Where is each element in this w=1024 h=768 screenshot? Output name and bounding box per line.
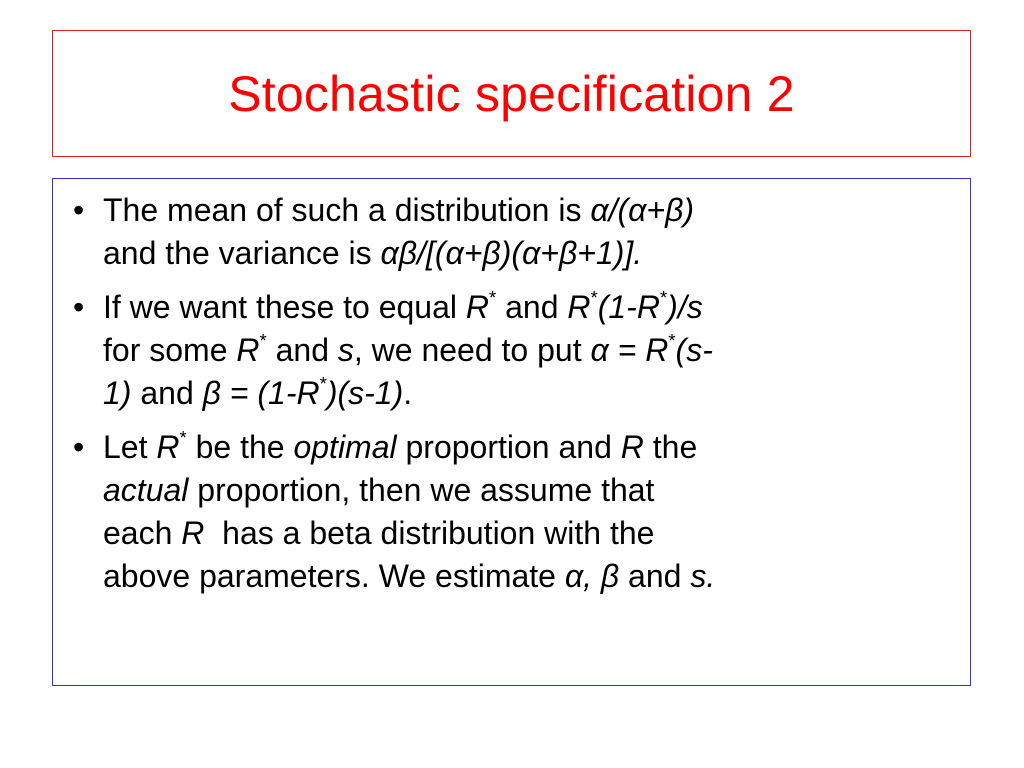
- emph-optimal: optimal: [293, 429, 397, 465]
- star: *: [319, 372, 327, 394]
- content-box: [52, 178, 971, 686]
- math-mean: α/(α+β): [590, 192, 695, 228]
- math-text: (s-: [675, 332, 713, 368]
- bullet-icon: •: [73, 429, 85, 465]
- math-variance: αβ/[(α+β)(α+β+1)].: [380, 235, 643, 271]
- math-text: (1-R: [597, 289, 660, 325]
- text: and the variance is: [103, 235, 381, 271]
- math-s: s: [337, 332, 354, 368]
- text: .: [403, 375, 413, 411]
- math-r: R: [236, 332, 260, 368]
- slide-title: Stochastic specification 2: [228, 65, 795, 122]
- bullet-list: [53, 189, 970, 609]
- text: for some: [103, 332, 237, 368]
- text: and: [131, 375, 203, 411]
- math-s: s.: [690, 558, 716, 594]
- text: above parameters. We estimate: [103, 558, 565, 594]
- bullet-icon: •: [73, 192, 85, 228]
- star: *: [179, 426, 187, 448]
- math-r: R: [181, 515, 205, 551]
- math-r: R: [567, 289, 591, 325]
- text: be the: [186, 429, 294, 465]
- star: *: [489, 286, 497, 308]
- text: proportion, then we assume that: [188, 472, 655, 508]
- math-text: 1): [103, 375, 132, 411]
- title-box: [52, 30, 971, 157]
- math-r: R: [465, 289, 489, 325]
- text: Let: [103, 429, 157, 465]
- math-text: )(s-1): [326, 375, 404, 411]
- emph-actual: actual: [103, 472, 189, 508]
- star: *: [259, 329, 267, 351]
- math-r: R: [620, 429, 644, 465]
- text: and: [266, 332, 338, 368]
- text: each: [103, 515, 182, 551]
- math-text: )/s: [667, 289, 703, 325]
- text: proportion and: [396, 429, 621, 465]
- text: and: [619, 558, 691, 594]
- math-beta: β = (1-R: [202, 375, 320, 411]
- math-alpha: α = R: [590, 332, 669, 368]
- star: *: [659, 286, 668, 308]
- text: , we need to put: [353, 332, 591, 368]
- text: If we want these to equal: [103, 289, 466, 325]
- star: *: [668, 329, 676, 351]
- bullet-item-equal: [53, 286, 970, 415]
- text: and: [496, 289, 568, 325]
- bullet-item-optimal: [53, 426, 970, 598]
- star: *: [590, 286, 598, 308]
- bullet-item-mean-variance: [53, 189, 970, 275]
- math-r: R: [156, 429, 180, 465]
- text: the: [643, 429, 698, 465]
- math-alpha-beta: α, β: [564, 558, 620, 594]
- text: has a beta distribution with the: [204, 515, 655, 551]
- bullet-icon: •: [73, 289, 85, 325]
- text: The mean of such a distribution is: [103, 192, 591, 228]
